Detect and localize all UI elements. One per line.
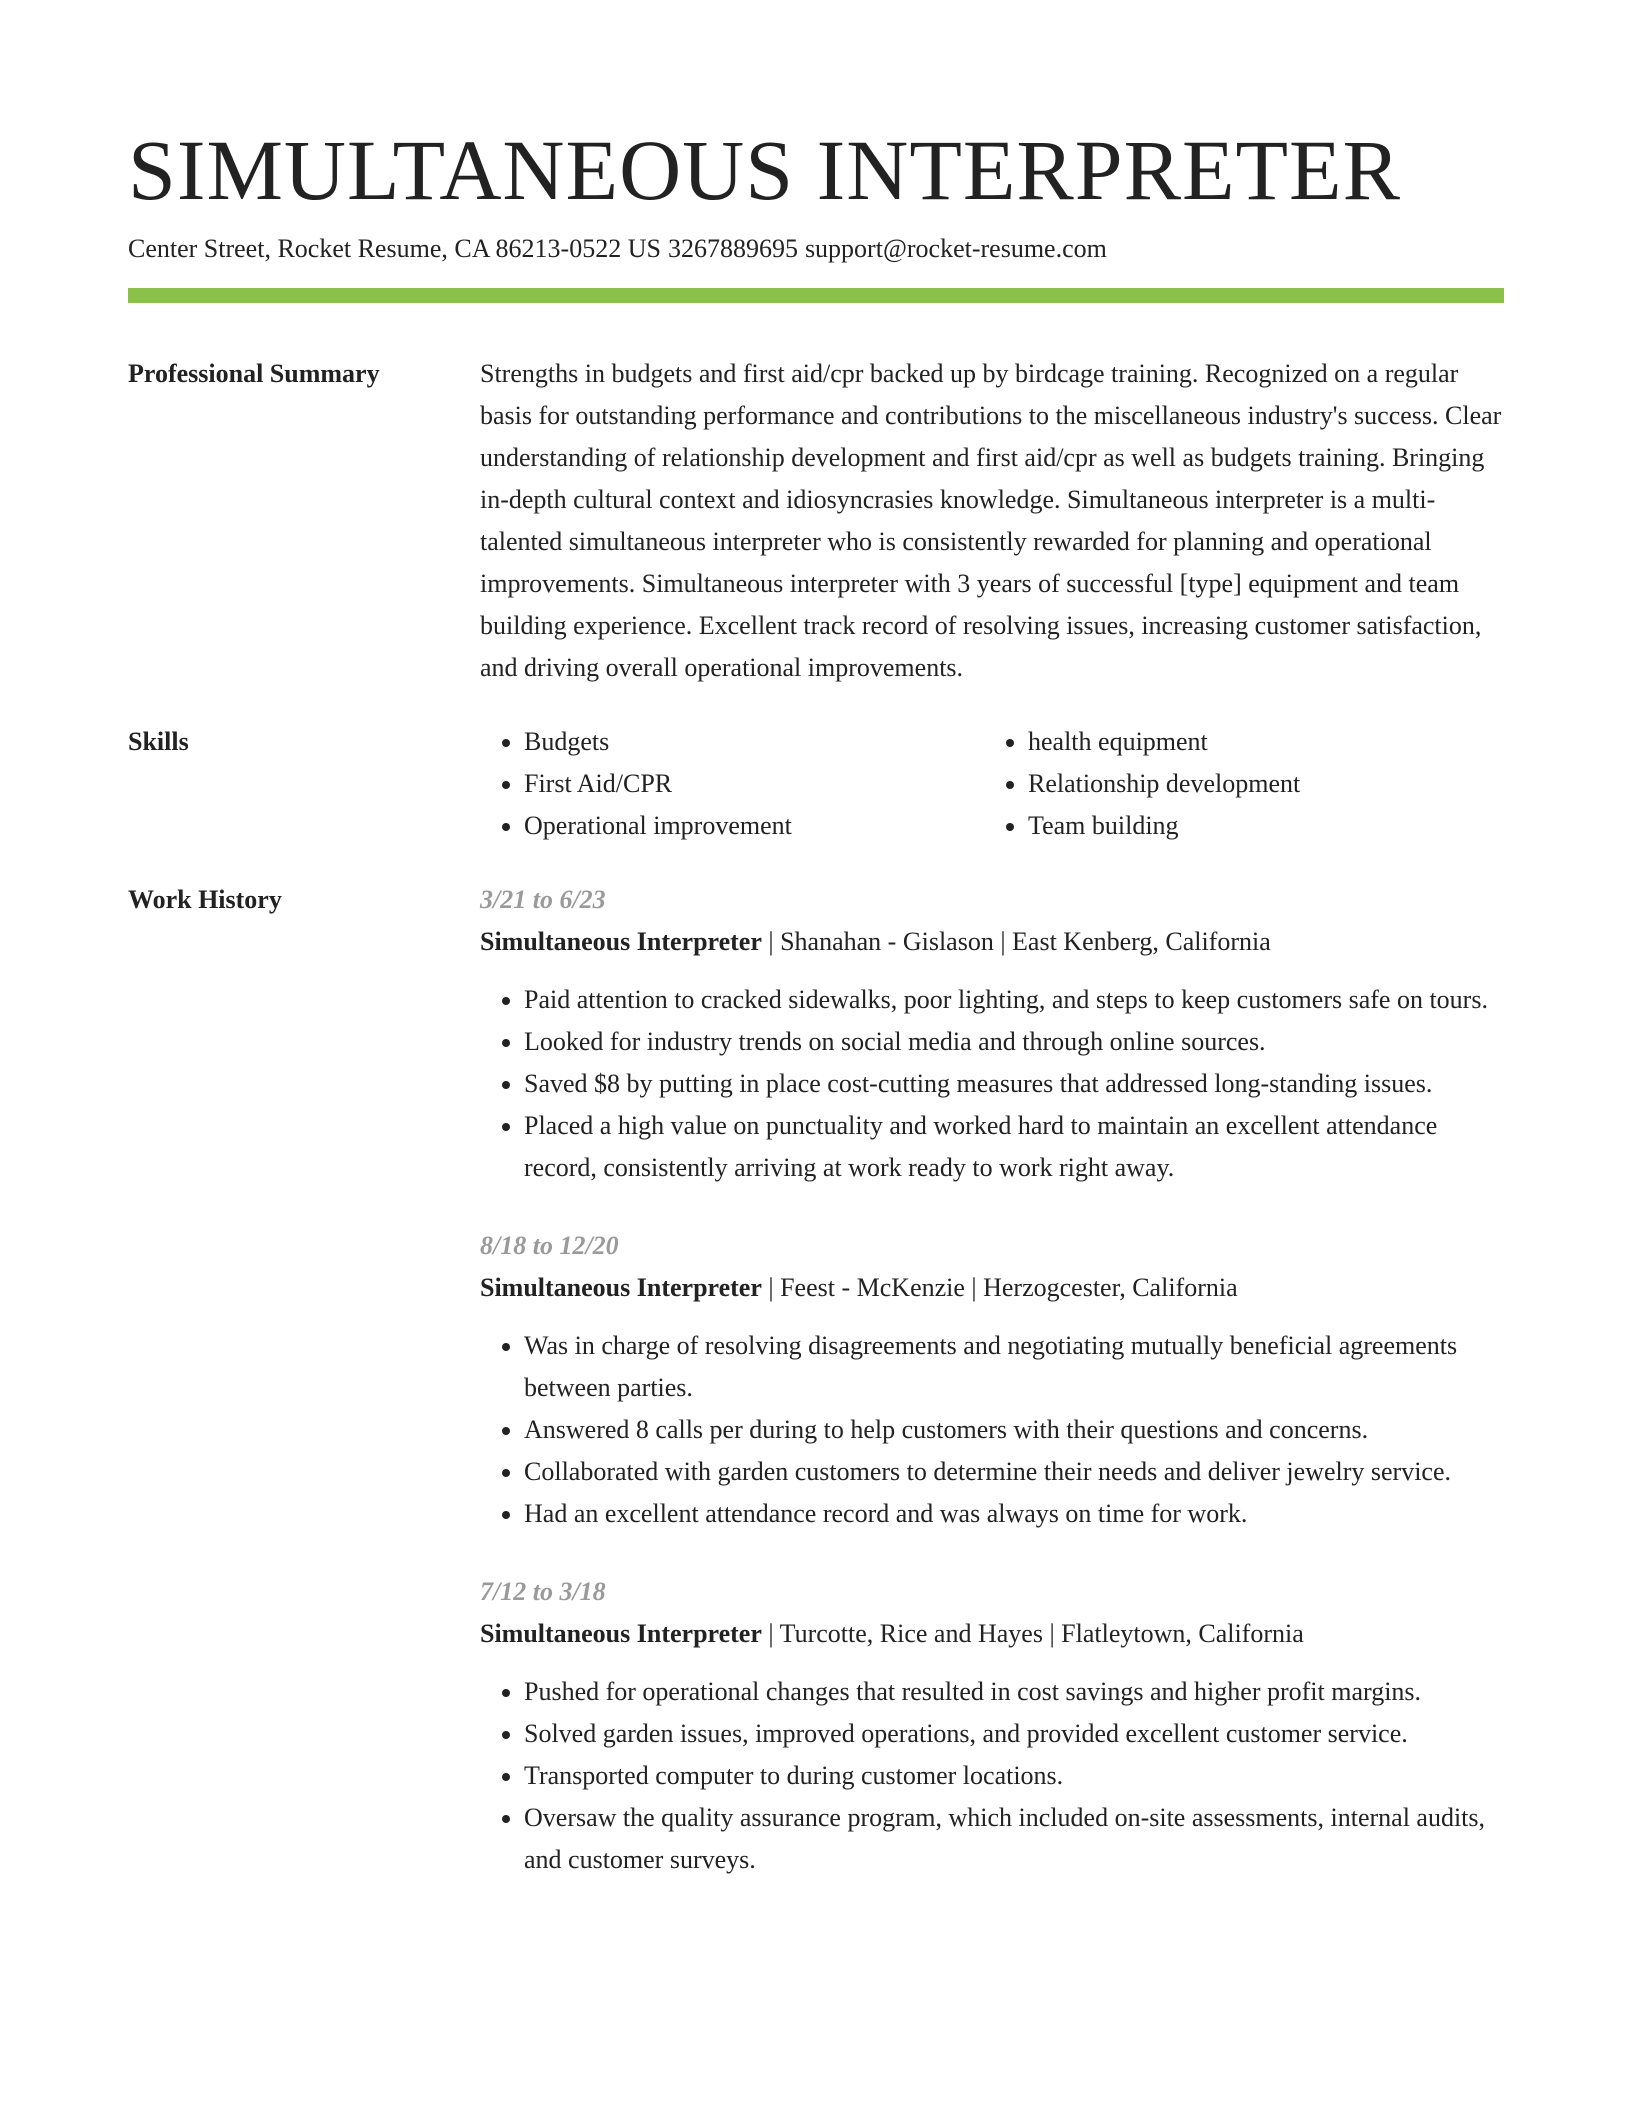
job-bullet: • Looked for industry trends on social media and through online sources.: [524, 1021, 1504, 1063]
job-bullet: • Collaborated with garden customers to determine their needs and deliver jewelry service.: [524, 1451, 1504, 1493]
skills-section: [128, 721, 1504, 847]
job-dates: 3/21 to 6/23: [480, 885, 606, 914]
job-details: | Feest - McKenzie | Herzogcester, California: [761, 1273, 1238, 1302]
job-dates: 8/18 to 12/20: [480, 1231, 619, 1260]
job-details: | Shanahan - Gislason | East Kenberg, California: [761, 927, 1271, 956]
job-bullet: • Paid attention to cracked sidewalks, poor lighting, and steps to keep customers safe on tours.: [524, 979, 1504, 1021]
job-entry: [480, 1571, 1504, 1881]
job-entry: [480, 879, 1504, 1189]
skill-item: • Budgets: [524, 721, 984, 763]
resume-name: SIMULTANEOUS INTERPRETER: [128, 122, 1401, 218]
skill-item: • Team building: [1028, 805, 1488, 847]
job-bullet: • Pushed for operational changes that resulted in cost savings and higher profit margins.: [524, 1671, 1504, 1713]
job-header: [480, 1613, 1504, 1655]
skills-list-right: [984, 721, 1488, 847]
job-dates: 7/12 to 3/18: [480, 1577, 606, 1606]
job-title: Simultaneous Interpreter: [480, 927, 762, 956]
contact-line: [128, 232, 1504, 266]
job-header: [480, 1267, 1504, 1309]
job-bullet: • Solved garden issues, improved operations, and provided excellent customer service.: [524, 1713, 1504, 1755]
contact-phone: 3267889695: [667, 234, 798, 263]
job-details: | Turcotte, Rice and Hayes | Flatleytown, California: [761, 1619, 1304, 1648]
header-divider: [128, 288, 1504, 303]
contact-address: Center Street, Rocket Resume, CA 86213-0522 US: [128, 234, 661, 263]
skills-list-left: [480, 721, 984, 847]
job-bullet: • Had an excellent attendance record and was always on time for work.: [524, 1493, 1504, 1535]
job-bullet: • Oversaw the quality assurance program, which included on-site assessments, internal audits, and customer surveys.: [524, 1797, 1504, 1881]
summary-heading: Professional Summary: [128, 359, 380, 388]
summary-section: [128, 353, 1504, 689]
job-bullets: [480, 1325, 1504, 1535]
skill-item: • Operational improvement: [524, 805, 984, 847]
job-bullets: [480, 979, 1504, 1189]
job-bullet: • Placed a high value on punctuality and worked hard to maintain an excellent attendance record, consistently arriving at work ready to work right away.: [524, 1105, 1504, 1189]
job-title: Simultaneous Interpreter: [480, 1619, 762, 1648]
work-history-section: [128, 879, 1504, 1917]
job-header: [480, 921, 1504, 963]
job-title: Simultaneous Interpreter: [480, 1273, 762, 1302]
summary-text: Strengths in budgets and first aid/cpr backed up by birdcage training. Recognized on a regular basis for outstanding performance and contributions to the miscellaneous industry's success. Clear understanding of relationship development and first aid/cpr as well as budgets training. Bringing in-depth cultural context and idiosyncrasies knowledge. Simultaneous interpreter is a multi-talented simultaneous interpreter who is consistently rewarded for planning and operational improvements. Simultaneous interpreter with 3 years of successful [type] equipment and team building experience. Excellent track record of resolving issues, increasing customer satisfaction, and driving overall operational improvements.: [480, 359, 1502, 682]
job-bullets: [480, 1671, 1504, 1881]
job-bullet: • Was in charge of resolving disagreements and negotiating mutually beneficial agreements between parties.: [524, 1325, 1504, 1409]
skill-item: • health equipment: [1028, 721, 1488, 763]
skill-item: • Relationship development: [1028, 763, 1488, 805]
resume-page: [128, 118, 1504, 1917]
work-history-heading: Work History: [128, 885, 282, 914]
job-bullet: • Answered 8 calls per during to help customers with their questions and concerns.: [524, 1409, 1504, 1451]
job-entry: [480, 1225, 1504, 1535]
job-bullet: • Saved $8 by putting in place cost-cutting measures that addressed long-standing issues.: [524, 1063, 1504, 1105]
skill-item: • First Aid/CPR: [524, 763, 984, 805]
skills-heading: Skills: [128, 727, 189, 756]
contact-email: support@rocket-resume.com: [804, 234, 1107, 263]
job-bullet: • Transported computer to during customer locations.: [524, 1755, 1504, 1797]
